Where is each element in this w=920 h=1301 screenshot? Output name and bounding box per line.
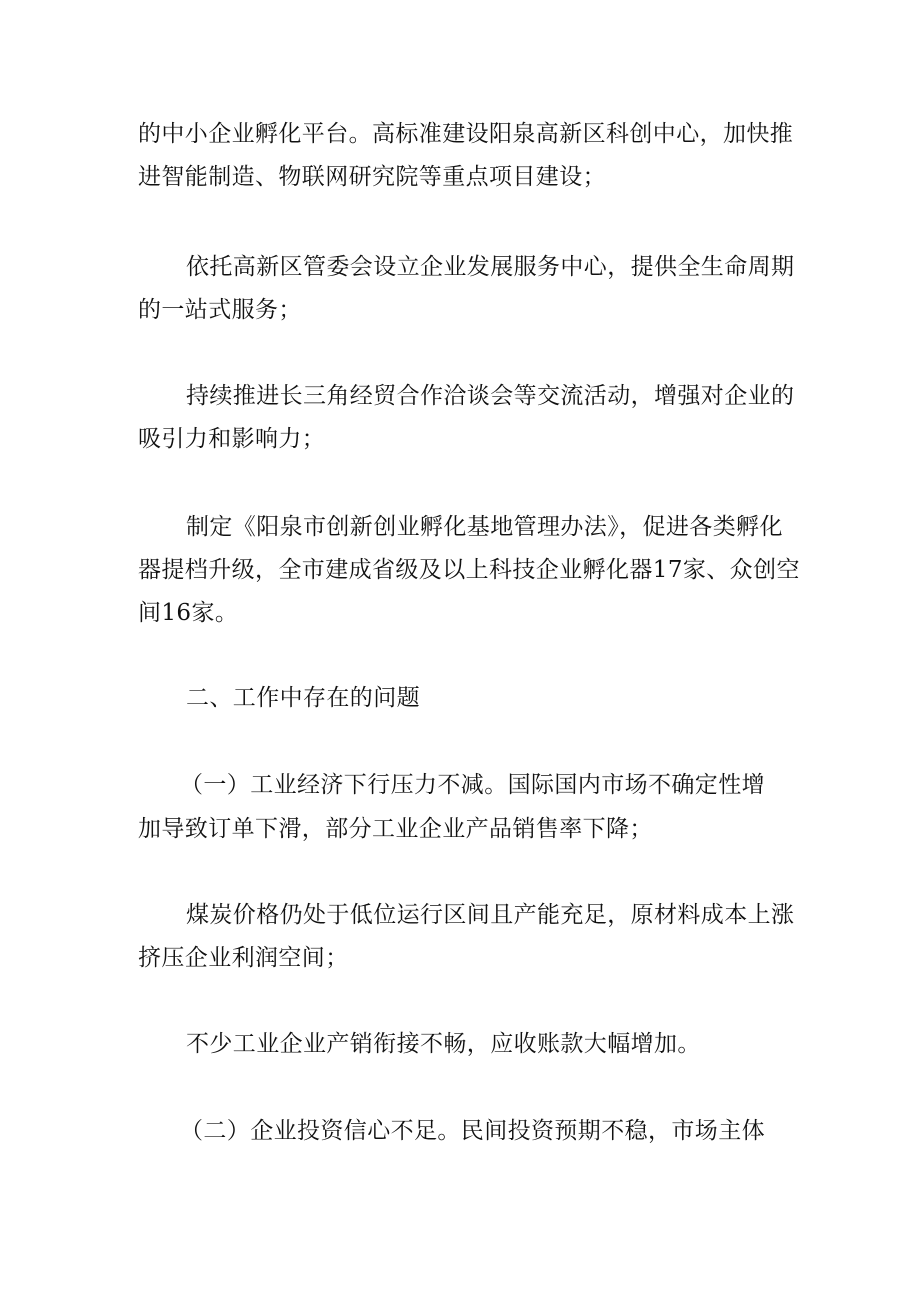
paragraph-1-line-1: 的中小企业孵化平台。高标准建设阳泉高新区科创中心，加快推 — [138, 121, 794, 147]
section-heading: 二、工作中存在的问题 — [186, 685, 420, 711]
paragraph-4-line-2: 器提档升级，全市建成省级及以上科技企业孵化器17家、众创空 — [138, 557, 800, 583]
paragraph-9-line-1: （二）企业投资信心不足。民间投资预期不稳，市场主体 — [180, 1118, 765, 1144]
paragraph-3-line-2: 吸引力和影响力； — [138, 426, 326, 452]
paragraph-2-line-2: 的一站式服务； — [138, 297, 302, 323]
paragraph-1-line-2: 进智能制造、物联网研究院等重点项目建设； — [138, 164, 606, 190]
paragraph-3-line-1: 持续推进长三角经贸合作洽谈会等交流活动，增强对企业的 — [186, 383, 795, 409]
paragraph-7-line-1: 煤炭价格仍处于低位运行区间且产能充足，原材料成本上涨 — [186, 902, 795, 928]
paragraph-4-line-1: 制定《阳泉市创新创业孵化基地管理办法》，促进各类孵化 — [186, 514, 783, 540]
paragraph-6-line-1: （一）工业经济下行压力不减。国际国内市场不确定性增 — [180, 772, 765, 798]
paragraph-2-line-1: 依托高新区管委会设立企业发展服务中心，提供全生命周期 — [186, 254, 795, 280]
paragraph-8-line-1: 不少工业企业产销衔接不畅，应收账款大幅增加。 — [186, 1031, 701, 1057]
paragraph-4-line-3: 间16家。 — [138, 600, 239, 626]
paragraph-6-line-2: 加导致订单下滑，部分工业企业产品销售率下降； — [138, 816, 653, 842]
paragraph-7-line-2: 挤压企业利润空间； — [138, 945, 349, 971]
